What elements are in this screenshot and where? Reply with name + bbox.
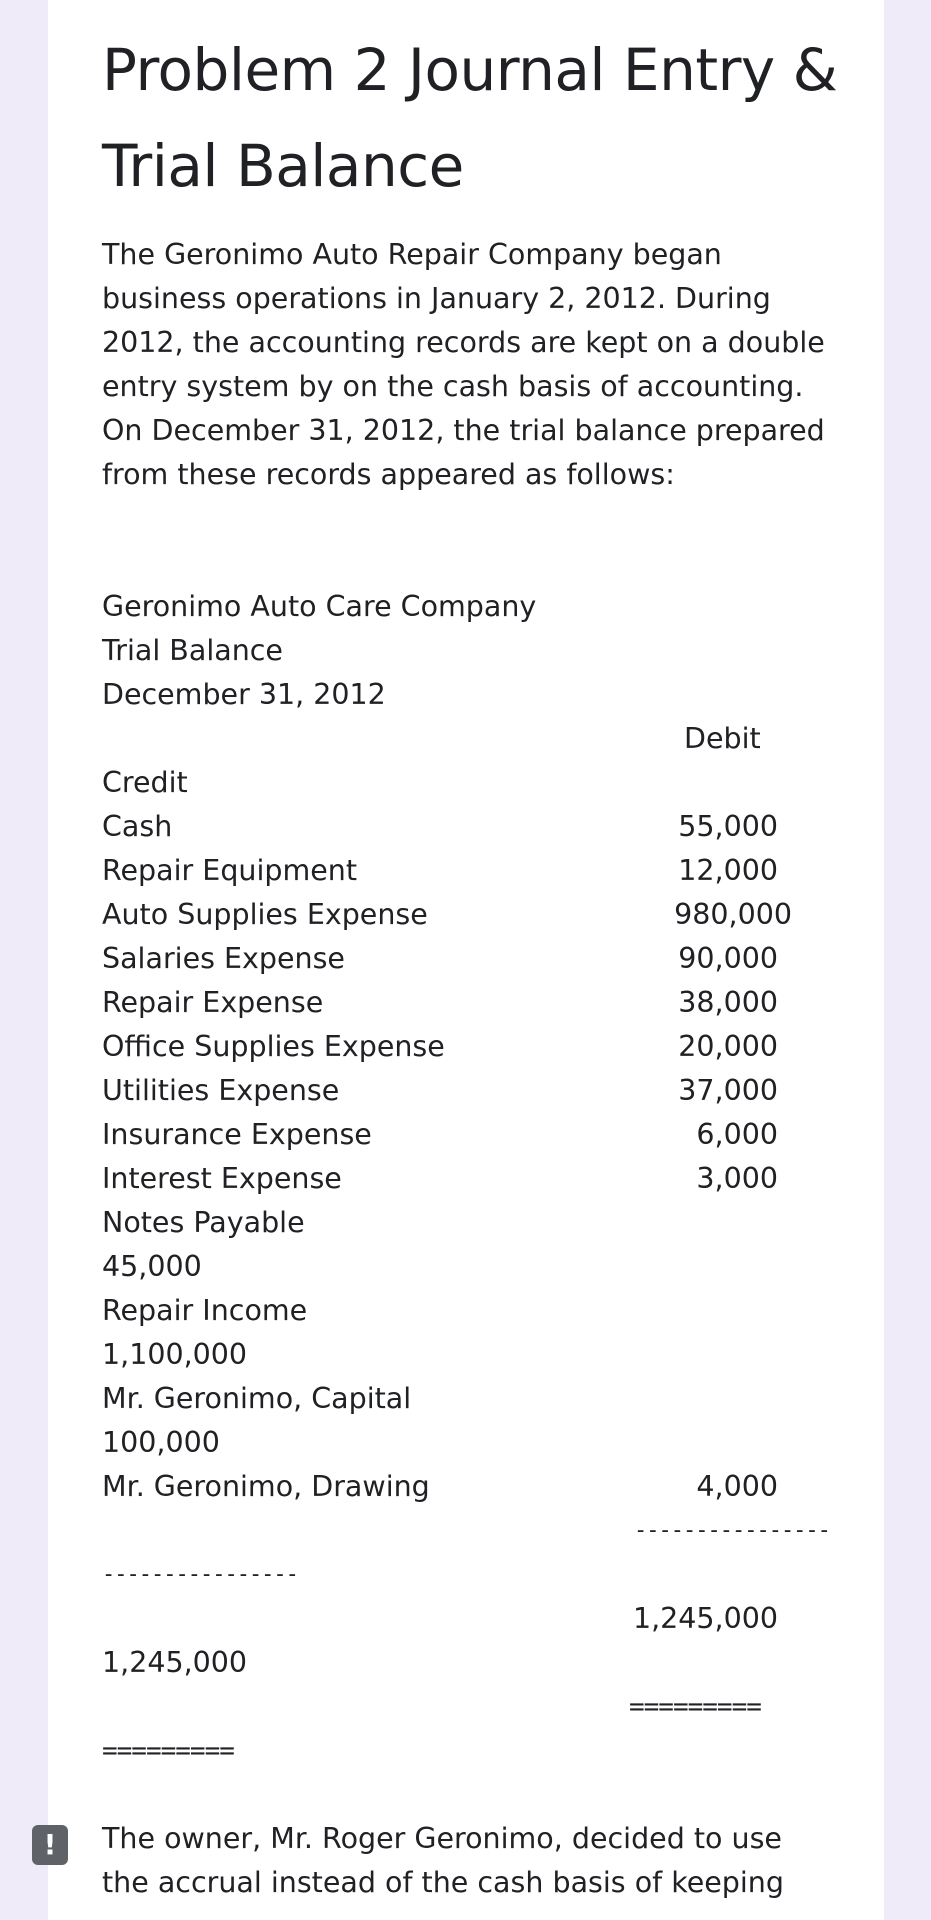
debit-repair-equipment: 12,000: [678, 854, 778, 887]
description-paragraph-2: On December 31, 2012, the trial balance prepared from these records appeared as follows:: [102, 414, 825, 491]
alert-icon[interactable]: !: [32, 1825, 68, 1865]
statement-name: Trial Balance: [102, 634, 283, 667]
column-header-credit: Credit: [102, 766, 188, 799]
debit-total: 1,245,000: [632, 1602, 778, 1635]
account-utilities-expense: Utilities Expense: [102, 1074, 340, 1107]
debit-utilities-expense: 37,000: [678, 1074, 778, 1107]
account-cash: Cash: [102, 810, 173, 843]
column-header-debit: Debit: [684, 722, 761, 755]
account-interest-expense: Interest Expense: [102, 1162, 342, 1195]
debit-office-supplies-expense: 20,000: [678, 1030, 778, 1063]
account-repair-expense: Repair Expense: [102, 986, 324, 1019]
account-insurance-expense: Insurance Expense: [102, 1118, 372, 1151]
account-repair-equipment: Repair Equipment: [102, 854, 358, 887]
debit-auto-supplies-expense: 980,000: [674, 898, 792, 931]
debit-repair-expense: 38,000: [678, 986, 778, 1019]
debit-double-rule: =========: [629, 1692, 761, 1722]
debit-geronimo-drawing: 4,000: [696, 1470, 778, 1503]
credit-notes-payable: 45,000: [102, 1250, 202, 1283]
credit-geronimo-capital: 100,000: [102, 1426, 220, 1459]
debit-single-rule: ----------------: [634, 1518, 830, 1543]
account-notes-payable: Notes Payable: [102, 1206, 305, 1239]
continuation-line-1: The owner, Mr. Roger Geronimo, decided to use: [102, 1822, 782, 1855]
account-geronimo-capital: Mr. Geronimo, Capital: [102, 1382, 412, 1415]
account-salaries-expense: Salaries Expense: [102, 942, 345, 975]
statement-date: December 31, 2012: [102, 678, 386, 711]
form-title: Problem 2 Journal Entry & Trial Balance: [102, 36, 838, 200]
continuation-line-2: the accrual instead of the cash basis of keeping: [102, 1866, 784, 1899]
form-description: [102, 233, 842, 497]
description-paragraph-1: The Geronimo Auto Repair Company began business operations in January 2, 2012. During 2012, the accounting records are kept on a double entry system by on the cash basis of accounting.: [102, 238, 825, 403]
account-auto-supplies-expense: Auto Supplies Expense: [102, 898, 428, 931]
credit-single-rule: ----------------: [102, 1562, 298, 1587]
debit-salaries-expense: 90,000: [678, 942, 778, 975]
credit-repair-income: 1,100,000: [102, 1338, 248, 1371]
debit-interest-expense: 3,000: [696, 1162, 778, 1195]
credit-double-rule: =========: [102, 1736, 234, 1766]
account-repair-income: Repair Income: [102, 1294, 308, 1327]
statement-company: Geronimo Auto Care Company: [102, 590, 537, 623]
debit-cash: 55,000: [678, 810, 778, 843]
debit-insurance-expense: 6,000: [696, 1118, 778, 1151]
account-geronimo-drawing: Mr. Geronimo, Drawing: [102, 1470, 430, 1503]
credit-total: 1,245,000: [102, 1646, 248, 1679]
account-office-supplies-expense: Office Supplies Expense: [102, 1030, 445, 1063]
